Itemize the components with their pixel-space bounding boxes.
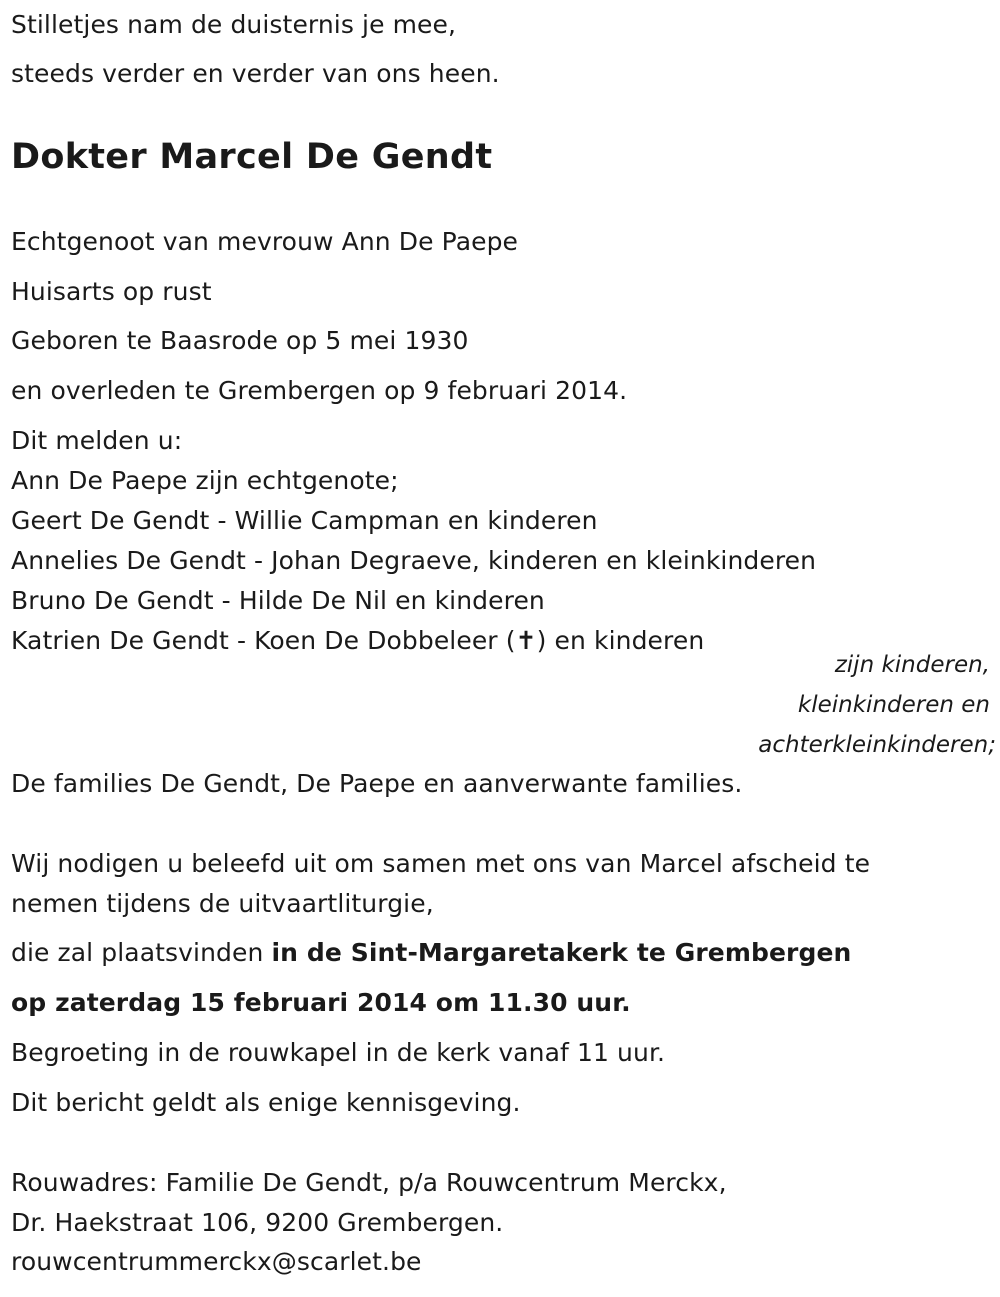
- announcement-child-3: Bruno De Gendt - Hilde De Nil en kinderen: [11, 586, 545, 615]
- announcement-families: De families De Gendt, De Paepe en aanverwante families.: [11, 769, 743, 798]
- invitation-location-line: [11, 938, 851, 968]
- address-line-1: Rouwadres: Familie De Gendt, p/a Rouwcentrum Merckx,: [11, 1168, 727, 1197]
- invitation-notice-line: Dit bericht geldt als enige kennisgeving.: [11, 1088, 521, 1117]
- relation-line-3: achterkleinkinderen;: [758, 732, 996, 758]
- announcement-child-1: Geert De Gendt - Willie Campman en kinderen: [11, 506, 598, 535]
- invitation-date: op zaterdag 15 februari 2014 om 11.30 uur.: [11, 988, 631, 1017]
- invitation-line-2: nemen tijdens de uitvaartliturgie,: [11, 889, 434, 918]
- address-line-2: Dr. Haekstraat 106, 9200 Grembergen.: [11, 1208, 504, 1237]
- poem-line-2: steeds verder en verder van ons heen.: [11, 59, 500, 88]
- bio-death-line: en overleden te Grembergen op 9 februari 2014.: [11, 376, 628, 405]
- bio-spouse-line: Echtgenoot van mevrouw Ann De Paepe: [11, 227, 519, 256]
- announcement-intro: Dit melden u:: [11, 426, 183, 455]
- bio-birth-line: Geboren te Baasrode op 5 mei 1930: [11, 326, 469, 355]
- relation-line-1: zijn kinderen,: [834, 652, 990, 678]
- announcement-child-2: Annelies De Gendt - Johan Degraeve, kinderen en kleinkinderen: [11, 546, 817, 575]
- address-email: rouwcentrummerckx@scarlet.be: [11, 1247, 422, 1276]
- deceased-name-title: Dokter Marcel De Gendt: [11, 137, 493, 177]
- invitation-location-church: in de Sint-Margaretakerk te Grembergen: [271, 938, 852, 967]
- announcement-spouse: Ann De Paepe zijn echtgenote;: [11, 466, 399, 495]
- invitation-line-1: Wij nodigen u beleefd uit om samen met ons van Marcel afscheid te: [11, 849, 871, 878]
- invitation-greeting-line: Begroeting in de rouwkapel in de kerk vanaf 11 uur.: [11, 1038, 666, 1067]
- invitation-date-line: [11, 988, 631, 1018]
- invitation-location-prefix: die zal plaatsvinden: [11, 938, 272, 967]
- announcement-child-4: Katrien De Gendt - Koen De Dobbeleer (✝) en kinderen: [11, 626, 705, 655]
- bio-profession-line: Huisarts op rust: [11, 277, 212, 306]
- relation-line-2: kleinkinderen en: [797, 692, 990, 718]
- poem-line-1: Stilletjes nam de duisternis je mee,: [11, 10, 457, 39]
